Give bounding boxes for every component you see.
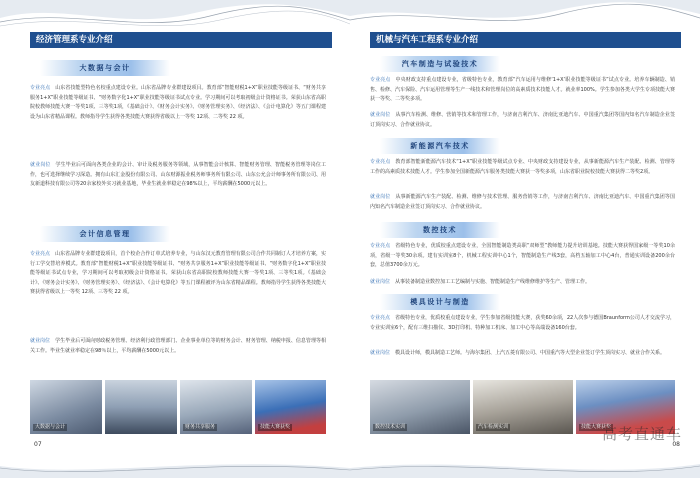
photo-caption: 数控技术实训 bbox=[375, 424, 406, 430]
photo-caption: 大数据与会计 bbox=[35, 424, 66, 430]
subsection-banner: 大数据与会计 bbox=[40, 60, 170, 76]
intro-text: 中央财政支持重点建设专业，省级特色专业，教育部“汽车运用与维修‘1+X’职业技能等级证书”试点专业。培养车辆制造、销售、检修、汽车保险、汽车运用管理等生产一线技术和管理岗位的高素质技术技能人才。就业率100%。学生参加各类大学生专项技能大赛获一等奖、二等奖多项。 bbox=[370, 77, 675, 103]
page-number: 08 bbox=[672, 441, 680, 448]
label-highlight: 专业亮点 bbox=[370, 315, 391, 321]
decorative-wave bbox=[350, 456, 700, 478]
watermark: 高考直通车 bbox=[601, 425, 682, 443]
photo bbox=[180, 380, 252, 434]
subsection-banner: 数控技术 bbox=[380, 222, 500, 238]
major-intro bbox=[370, 158, 675, 177]
intro-text: 省级特色专业，优质校重点建设专业，学生参加省级技能大赛，获奖60余项，22人次参与德国Braunform公司人才交流学习，专业实训室6个，配有三维扫描仪、3D打印机、特种加工机床、加工中心等高端设备160台套。 bbox=[370, 315, 675, 331]
label-highlight: 专业亮点 bbox=[370, 77, 391, 83]
major-jobs bbox=[30, 161, 326, 190]
major-jobs bbox=[30, 337, 326, 356]
photo-caption: 财务共享服务 bbox=[185, 424, 216, 430]
photo-caption: 技能大赛获奖 bbox=[260, 424, 291, 430]
page-number: 07 bbox=[34, 441, 42, 448]
label-jobs: 就业岗位 bbox=[370, 194, 391, 200]
label-highlight: 专业亮点 bbox=[30, 251, 51, 257]
job-text: 学生毕业后可面向各类企业的会计、审计及税务服务等领域，从事智能会计核算、智能财务管理、智能税务管理等岗位工作，也可选择继续学习深造。拥有山东汇金股份有限公司、山东财源振业税务师事务所有限公司、山东公允会计师事务所有限公司、用友新道科技有限公司等20余家校外实习就业基地，毕业生就业率稳定在98%以上，平均薪酬在5000元以上。 bbox=[30, 162, 326, 188]
major-jobs bbox=[370, 349, 675, 359]
label-jobs: 就业岗位 bbox=[370, 112, 391, 118]
subsection-banner: 新能源汽车技术 bbox=[380, 138, 500, 154]
label-jobs: 就业岗位 bbox=[30, 162, 51, 168]
subsection-banner: 汽车制造与试验技术 bbox=[380, 56, 500, 72]
job-text: 学生毕业后可面向财政税务管理、经济利行政管理部门、企业事业单位等的财务会计、财务管理、纳税申报、信息管理等相关工作。毕业生就业率稳定在98％以上，平均薪酬在5000元以上。 bbox=[30, 338, 326, 354]
label-jobs: 就业岗位 bbox=[370, 279, 391, 285]
major-intro bbox=[30, 250, 326, 298]
photo-caption: 技能大赛获奖 bbox=[581, 424, 612, 430]
subsection-banner: 会计信息管理 bbox=[40, 226, 170, 242]
intro-text: 教育部智能新能源汽车技术“1+X”职业技能等级试点专业、中央财政支持建设专业，从事新能源汽车生产装配、检测、管理等工作的高素质技术技能人才。学生参加全国新能源汽车服务类技能大赛获一等奖多项，山东省职业院校技能大赛获得二等奖2项。 bbox=[370, 159, 675, 175]
photo bbox=[30, 380, 102, 434]
job-text: 模具设计师，模具制造工艺师。与海尔集团、上汽五菱有限公司、中国重汽等大型企业签订学生顶岗实习、就业合作关系。 bbox=[395, 350, 666, 356]
major-intro bbox=[370, 242, 675, 271]
major-intro bbox=[370, 314, 675, 333]
subsection-banner: 模具设计与制造 bbox=[380, 294, 500, 310]
job-text: 从事汽车检测、维修、营销等技术和管理工作，与济南吉利汽车、济南比亚迪汽车、中国重汽集团等国内知名汽车制造企业签订顶岗实习、合作就业协议。 bbox=[370, 112, 675, 128]
job-text: 从事新能源汽车生产装配、检测、维修与技术管理、服务营销等工作，与济南吉利汽车、济南比亚迪汽车、中国重汽集团等国内知名汽车制造企业签订顶岗实习、合作就业协议。 bbox=[370, 194, 675, 210]
decorative-wave bbox=[0, 0, 350, 36]
major-intro bbox=[30, 84, 326, 122]
right-page bbox=[350, 0, 700, 478]
photo-caption: 汽车检测实训 bbox=[478, 424, 509, 430]
section-title: 经济管理系专业介绍 bbox=[30, 32, 332, 48]
intro-text: 省级特色专业，优质校重点建设专业，全国智能制造类高职“双师型”教师能力提升培训基地。技能大赛获得国家级一等奖10余项，省级一等奖30余项。建有实训室8个，机械工程实训中心1个，智能制造生产线3套，高档五轴加工中心4台，普通实训设备200余台套，总值3700余万元。 bbox=[370, 243, 675, 269]
label-jobs: 就业岗位 bbox=[30, 338, 51, 344]
photo bbox=[473, 380, 573, 434]
decorative-wave bbox=[350, 0, 700, 36]
major-jobs bbox=[370, 193, 675, 212]
photo bbox=[255, 380, 326, 434]
photo-strip bbox=[30, 380, 326, 434]
label-highlight: 专业亮点 bbox=[30, 85, 51, 91]
label-highlight: 专业亮点 bbox=[370, 243, 391, 249]
photo bbox=[370, 380, 470, 434]
job-text: 从事装备制造业数控加工工艺编制与实施、智能制造生产线维修维护等生产、管理工作。 bbox=[395, 279, 591, 285]
intro-text: 山东省品牌专业群建设项目，首个校企合作订单式培养专业，与山东汉元教育管理有限公司合作共同制订人才培养方案，实行工学交替培养模式。教育部“智能财税1+X”职业技能等级证书、“财务共享服务1+X”职业技能等级证书、“财务数字化1+X”职业技能等级证书试点专业，学习期间可以考取初级会计资格证书。荣获山东省高职院校教师技能大赛一等奖1项、三等奖1项。《基础会计》、《财务会计实务》、《财务管理实务》、《经济法》、《会计电算化》等五门课程被评为山东省精品课程。教师指导学生获得各类技能大赛获得省级以上一等奖 12项、三等奖 22 项。 bbox=[30, 251, 326, 296]
major-jobs bbox=[370, 278, 675, 288]
label-jobs: 就业岗位 bbox=[370, 350, 391, 356]
major-intro bbox=[370, 76, 675, 105]
intro-text: 山东省技能型特色名校重点建设专业。山东省品牌专业群建设项目。教育部“智能财税1+X”职业技能等级证书、“财务共享服务1+X”职业技能等级证书、“财务数字化1+X”职业技能等级证书试点专业。学习期间可以考取初级会计资格证书。荣获山东省高职院校教师技能大赛一等奖1项、三等奖1项，《基础会计》、《财务会计实务》、《财务管理实务》、《经济法》、《会计电算化》等五门课程建设为山东省精品课程。教师指导学生获得各类技能大赛获得省级以上一等奖 12项、二等奖 22 项。 bbox=[30, 85, 326, 120]
decorative-wave bbox=[0, 456, 350, 478]
photo bbox=[105, 380, 177, 434]
section-title: 机械与汽车工程系专业介绍 bbox=[370, 32, 681, 48]
label-highlight: 专业亮点 bbox=[370, 159, 391, 165]
major-jobs bbox=[370, 111, 675, 130]
